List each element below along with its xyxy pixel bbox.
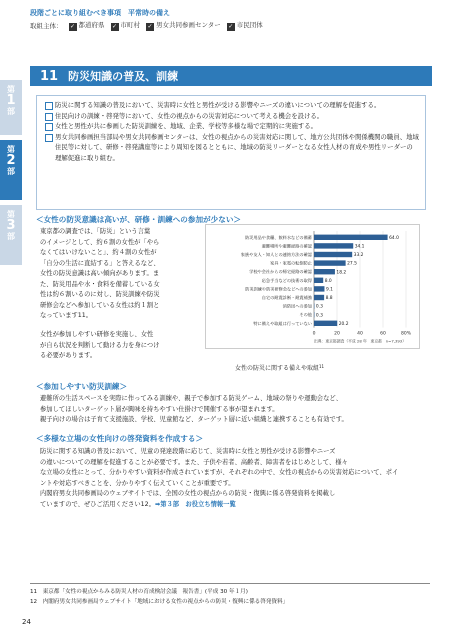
actor-citizen-groups bbox=[227, 20, 263, 31]
text-line: た、防災用品や水・食料を備蓄している女 bbox=[40, 280, 160, 288]
value-label: 8.0 bbox=[324, 278, 332, 284]
page-number: 24 bbox=[22, 618, 31, 626]
chart-caption-footnote-ref: 11 bbox=[319, 364, 325, 369]
side-tab-part-2-num: 2 bbox=[6, 153, 16, 169]
category-label: 避難場所や避難経路の確認 bbox=[261, 243, 312, 249]
stage-heading: 段階ごとに取り組むべき事項 平常時の備え bbox=[30, 9, 170, 17]
side-tab-part-1-label: 第 bbox=[7, 85, 15, 94]
bar bbox=[314, 235, 388, 240]
bar bbox=[314, 278, 323, 283]
x-tick-label: 40 bbox=[357, 331, 363, 337]
side-tab-part-1-num: 1 bbox=[6, 93, 16, 109]
value-label: 8.8 bbox=[325, 296, 333, 302]
participation-paragraph bbox=[40, 394, 435, 426]
side-tab-part-2[interactable] bbox=[0, 140, 22, 200]
bar bbox=[314, 269, 335, 274]
text-line: 参加してほしいターゲット層が興味を持ちやすい仕掛けで開催する事が望まれます。 bbox=[40, 405, 279, 413]
actor-municipality bbox=[111, 20, 141, 31]
bar bbox=[314, 295, 324, 300]
value-label: 0.3 bbox=[315, 304, 323, 310]
category-label: 家具・家電の転倒防止 bbox=[270, 260, 312, 266]
category-label: 防災訓練や防災研修会などへの参加 bbox=[245, 286, 312, 292]
text-line: 研修会などへ参加している女性は約１割と bbox=[40, 301, 160, 309]
text-line: 内閣府男女共同参画局のウェブサイトでは、全国の女性の視点からの防災・復興に係る啓発資料を掲載し bbox=[40, 490, 336, 497]
category-label: 自宅の耐震診断・耐震補強 bbox=[261, 295, 312, 300]
useful-info-link[interactable]: ➡第３部 お役立ち情報一覧 bbox=[154, 500, 236, 508]
x-tick-label: 20 bbox=[334, 331, 340, 337]
text-line: 親子向けの場合は子育て支援施設、学校、児童館など、ターゲット層に近い組織と連携することも有効です。 bbox=[40, 416, 348, 423]
value-label: 34.1 bbox=[354, 244, 365, 250]
subheading-participation: ＜参加しやすい防災訓練＞ bbox=[36, 382, 128, 391]
subheading-materials: ＜多様な立場の女性向けの啓発資料を作成する＞ bbox=[36, 434, 204, 443]
text-line: 東京都の調査では、「防災」という言葉 bbox=[40, 228, 151, 235]
value-label: 20.2 bbox=[338, 321, 349, 327]
text-line: 性は約６割いるのに対し、防災訓練や防災 bbox=[40, 291, 160, 298]
x-tick-label: 60 bbox=[380, 331, 386, 337]
text-line: なくてはいけないこと」、約４割の女性が bbox=[40, 249, 157, 256]
x-tick-label: 80% bbox=[400, 331, 412, 337]
text-line: 女性が参加しやすい研修を実施し、女性 bbox=[40, 331, 154, 338]
actors-label: 取組主体： bbox=[30, 22, 63, 30]
category-label: 特に備えや取組は行っていない bbox=[253, 320, 312, 326]
side-tab-part-3[interactable] bbox=[0, 205, 22, 265]
category-label: 応急手当などの技術の取得 bbox=[261, 277, 312, 283]
category-label: 学校や会社からの帰宅経路の確認 bbox=[249, 269, 312, 275]
bar bbox=[314, 260, 346, 265]
section-title-bar bbox=[30, 66, 432, 86]
key-point: 防災に関する知識の普及において、災害時に女性と男性が受ける影響やニーズの違いについての理解を促進する。 bbox=[43, 100, 419, 111]
side-tab-part-3-num: 3 bbox=[6, 218, 16, 234]
bar bbox=[314, 286, 324, 291]
actor-label: 市町村 bbox=[120, 21, 140, 29]
side-tab-part-1[interactable] bbox=[0, 80, 22, 135]
chart-caption-text: 女性の防災に関する備えや取組 bbox=[235, 365, 320, 372]
chart-source: 出典：東京都調査（平成 28 年 東京都 n=7,393） bbox=[313, 338, 406, 344]
text-line: ントや対応すべきことを、分かりやすく伝えていくことが重要です。 bbox=[40, 479, 235, 487]
chart-caption bbox=[235, 363, 324, 372]
materials-paragraph bbox=[40, 447, 435, 510]
x-tick-label: 0 bbox=[312, 331, 316, 337]
section-title: 防災知識の普及、訓練 bbox=[68, 70, 179, 83]
actor-label: 男女共同参画センター bbox=[156, 21, 221, 29]
awareness-paragraph-2 bbox=[40, 330, 202, 362]
text-line: が自ら状況を判断して動ける力を身につけ bbox=[40, 341, 160, 349]
value-label: 33.2 bbox=[353, 253, 364, 259]
actor-label: 市民団体 bbox=[236, 21, 263, 29]
text-line: 避難所の生活スペースを実際に作ってみる訓練や、親子で参加する防災ゲーム、地域の祭りや運動会など、 bbox=[40, 395, 342, 402]
text-line: る必要があります。 bbox=[40, 352, 97, 359]
bar bbox=[314, 252, 352, 257]
bar bbox=[314, 243, 353, 248]
subheading-awareness: ＜女性の防災意識は高いが、研修・訓練への参加が少ない＞ bbox=[36, 215, 242, 224]
text-line: 女性の防災意識は高い傾向があります。ま bbox=[40, 270, 160, 277]
check-icon: ✓ bbox=[228, 23, 234, 30]
check-icon: ✓ bbox=[111, 23, 118, 30]
value-label: 18.2 bbox=[336, 270, 347, 276]
check-icon: ✓ bbox=[147, 23, 153, 30]
category-label: その他 bbox=[299, 312, 312, 318]
key-point: 女性と男性が共に参画した防災訓練を、地域、企業、学校等多様な場で定期的に実施する。 bbox=[43, 121, 419, 132]
key-point: 住民向けの訓練・啓発等において、女性の視点からの災害対応について考える機会を設ける。 bbox=[43, 111, 419, 122]
side-tab-part-2-unit: 部 bbox=[7, 167, 15, 177]
value-label: 0.3 bbox=[315, 313, 323, 319]
side-tab-part-2-label: 第 bbox=[7, 145, 15, 154]
category-label: 家族や友人・知人との連絡方法の確認 bbox=[240, 252, 312, 257]
side-tab-part-1-unit: 部 bbox=[7, 107, 15, 117]
value-label: 64.0 bbox=[389, 235, 399, 241]
key-points-box bbox=[36, 95, 426, 210]
category-label: 防災用品や食糧、飲料水などの備蓄 bbox=[244, 234, 312, 240]
side-tab-part-3-unit: 部 bbox=[7, 232, 15, 242]
category-label: 消防団への参加 bbox=[282, 303, 312, 309]
actor-gender-center bbox=[146, 20, 221, 31]
check-icon: ✓ bbox=[69, 23, 76, 30]
text-line bbox=[40, 500, 435, 511]
section-number: 11 bbox=[40, 68, 59, 84]
footnote: 12 内閣府男女共同参画局ウェブサイト「地域における女性の視点からの防災・復興に係る啓発資料」 bbox=[30, 599, 289, 605]
side-tab-part-3-label: 第 bbox=[7, 210, 15, 219]
footnotes bbox=[30, 583, 430, 607]
chart-container bbox=[205, 224, 420, 349]
bar bbox=[314, 321, 337, 326]
actor-label: 都道府県 bbox=[78, 21, 105, 29]
text-line: 「自分の生活に直結する」と答えるなど、 bbox=[40, 259, 160, 267]
bar-chart bbox=[206, 225, 419, 348]
value-label: 9.1 bbox=[325, 287, 333, 293]
text-line: のイメージとして、約６割の女性が「やら bbox=[40, 238, 160, 246]
text-line: な立場の女性にとって、分かりやすい資料が作成されていますが、それぞれの中で、女性の視点からの災害対応について、ポイ bbox=[40, 469, 399, 476]
footnote: 11 東京都「女性の視点からみる防災人材の育成検討会議 報告書」(平成 30 年１月) bbox=[30, 589, 248, 595]
text-span: ていますので、ぜひご活用ください12。 bbox=[40, 500, 155, 508]
actors-row bbox=[30, 20, 263, 31]
value-label: 27.5 bbox=[347, 261, 357, 267]
text-line: なっています11。 bbox=[40, 312, 93, 319]
text-line: 防災に関する知識の普及において、児童の発達段階に応じて、災害時に女性と男性が受ける影響やニーズ bbox=[40, 448, 336, 455]
text-line: の違いについての理解を促進することが必要です。また、子供や若者、高齢者、障害者をはじめとして、様々 bbox=[40, 458, 348, 466]
awareness-paragraph-1 bbox=[40, 227, 202, 322]
key-point: 男女共同参画担当部局や男女共同参画センターは、女性の視点からの災害対応に関して、地方公共団体や関係機関の職員、地域住民等に対して、研修・啓発講座等により周知を図るとともに、地域の防災リーダーとなる女性人材の育成や男性リーダーの理解促進に取り組む。 bbox=[43, 132, 419, 164]
actor-prefecture bbox=[69, 20, 105, 31]
